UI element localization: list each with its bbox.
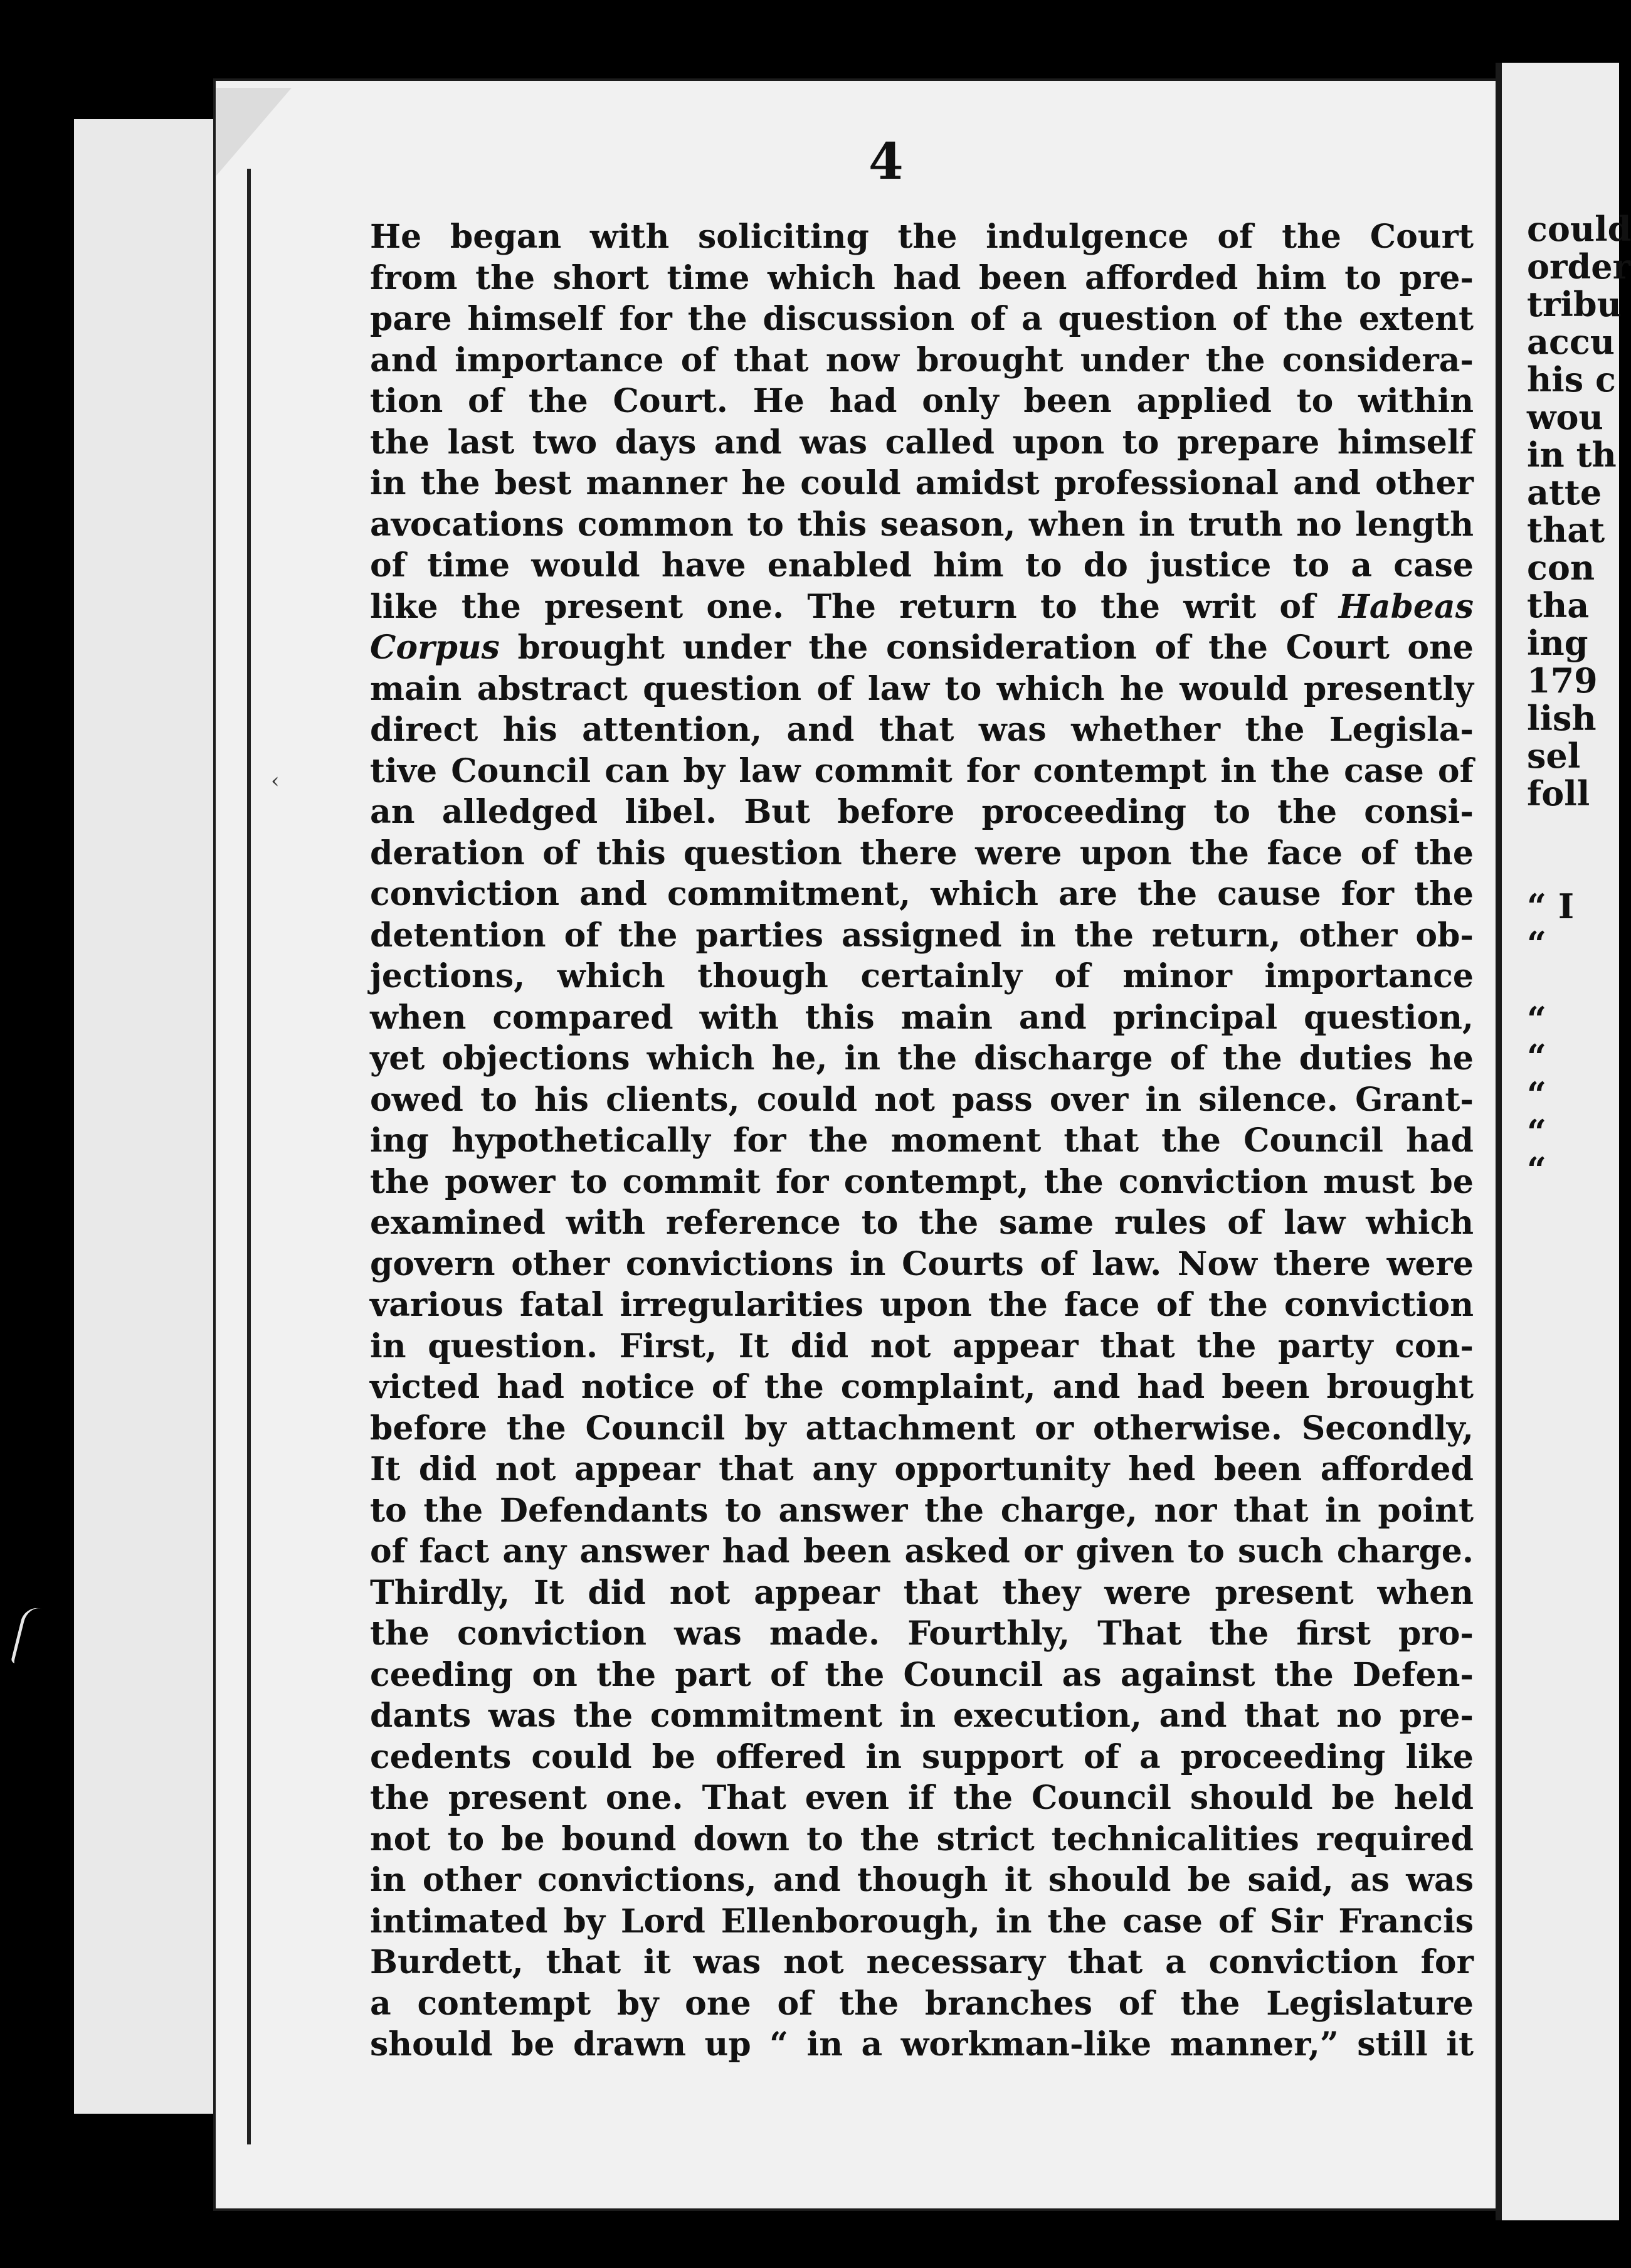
text-line: cedents could be offered in support of a proceeding like (370, 1737, 1474, 1776)
text-line: from the short time which had been afforded him to pre- (370, 258, 1474, 297)
next-page-edge (1496, 63, 1631, 2220)
next-page-line: “ (1527, 924, 1547, 964)
text-line: the last two days and was called upon to prepare himself (370, 423, 1474, 462)
text-line: detention of the parties assigned in the return, other ob- (370, 916, 1474, 955)
text-line: an alledged libel. But before proceeding to the consi- (370, 793, 1474, 831)
next-page-line: “ (1527, 1074, 1547, 1115)
text-line: dants was the commitment in execution, and that no pre- (370, 1697, 1474, 1735)
italic-term: Corpus (370, 628, 500, 667)
text-line: ceeding on the part of the Council as against the Defen- (370, 1655, 1474, 1694)
text-line: like the present one. The return to the writ of Habeas (370, 587, 1474, 626)
next-page-line: “ (1527, 1112, 1547, 1152)
next-page-line: “ I (1527, 886, 1575, 926)
next-page-line: “ (1527, 1037, 1547, 1077)
text-line: intimated by Lord Ellenborough, in the case of Sir Francis (370, 1902, 1474, 1941)
text-line: before the Council by attachment or otherwise. Secondly, (370, 1409, 1474, 1448)
text-line: not to be bound down to the strict technicalities required (370, 1820, 1474, 1858)
text-line: owed to his clients, could not pass over in silence. Grant- (370, 1080, 1474, 1119)
text-line: deration of this question there were upon the face of the (370, 834, 1474, 872)
next-page-line: ing (1527, 623, 1588, 663)
next-page-line: sel (1527, 736, 1581, 776)
text-line: a contempt by one of the branches of the Legislature (370, 1984, 1474, 2023)
text-line: pare himself for the discussion of a question of the extent (370, 300, 1474, 338)
text-line: in question. First, It did not appear that the party con- (370, 1327, 1474, 1365)
text-line: victed had notice of the complaint, and had been brought (370, 1368, 1474, 1406)
next-page-line (1502, 963, 1619, 1000)
text-line: Burdett, that it was not necessary that a conviction for (370, 1943, 1474, 1981)
text-line: in the best manner he could amidst professional and other (370, 464, 1474, 502)
text-line: Thirdly, It did not appear that they were present when (370, 1573, 1474, 1612)
next-page-line: that (1527, 510, 1605, 550)
text-line: the present one. That even if the Council should be held (370, 1779, 1474, 1817)
text-line: and importance of that now brought under the considera- (370, 341, 1474, 379)
text-line: conviction and commitment, which are the cause for the (370, 875, 1474, 913)
text-line: It did not appear that any opportunity hed been afforded (370, 1450, 1474, 1488)
text-line: should be drawn up “ in a workman-like manner,” still it (370, 2025, 1474, 2064)
italic-term: Habeas (1338, 587, 1474, 626)
next-page-line: tribu (1527, 284, 1622, 324)
next-page-line (1502, 850, 1619, 888)
next-page-line: foll (1527, 773, 1590, 813)
text-line: tive Council can by law commit for contempt in the case of (370, 751, 1474, 790)
text-line: ing hypothetically for the moment that the Council had (370, 1121, 1474, 1160)
next-page-line: tha (1527, 585, 1590, 625)
body-text (370, 216, 1474, 2065)
next-page-line: “ (1527, 1150, 1547, 1190)
text-line: He began with soliciting the indulgence of the Court (370, 218, 1474, 256)
text-line: main abstract question of law to which he would presently (370, 669, 1474, 708)
page-number: 4 (868, 132, 904, 191)
next-page-line: lish (1527, 698, 1597, 738)
next-page-line: in th (1527, 435, 1617, 475)
next-page-line: accu (1527, 322, 1615, 362)
page-gutter-shadow (247, 169, 251, 2144)
text-line: tion of the Court. He had only been applied to within (370, 382, 1474, 420)
next-page-line: con (1527, 548, 1595, 588)
text-line: jections, which though certainly of minor importance (370, 957, 1474, 995)
text-line: the power to commit for contempt, the conviction must be (370, 1162, 1474, 1201)
margin-pencil-mark (11, 1604, 41, 1667)
text-line: of fact any answer had been asked or given to such charge. (370, 1532, 1474, 1571)
text-line: avocations common to this season, when in truth no length (370, 505, 1474, 544)
text-line: yet objections which he, in the discharge of the duties he (370, 1039, 1474, 1078)
text-line: examined with reference to the same rules of law which (370, 1204, 1474, 1242)
text-line: when compared with this main and principal question, (370, 998, 1474, 1037)
next-page-line: could (1527, 209, 1631, 249)
next-page-line: his c (1527, 359, 1616, 400)
text-line: of time would have enabled him to do justice to a case (370, 546, 1474, 585)
next-page-line: order (1527, 246, 1631, 287)
text-line: Corpus brought under the consideration of the Court one (370, 628, 1474, 667)
text-line: direct his attention, and that was whether the Legisla- (370, 711, 1474, 749)
next-page-line (1502, 812, 1619, 850)
text-line: the conviction was made. Fourthly, That the first pro- (370, 1614, 1474, 1653)
text-line: in other convictions, and though it should be said, as was (370, 1861, 1474, 1899)
next-page-line: 179 (1527, 660, 1598, 701)
text-line: various fatal irregularities upon the face of the conviction (370, 1286, 1474, 1324)
next-page-top-margin (1502, 63, 1619, 210)
next-page-line: “ (1527, 999, 1547, 1039)
text-line: govern other convictions in Courts of law. Now there were (370, 1244, 1474, 1283)
folded-corner (216, 88, 292, 176)
next-page-line: atte (1527, 472, 1602, 512)
next-page-line: wou (1527, 397, 1603, 437)
margin-mark-dot: ‹ (271, 768, 280, 793)
text-line: to the Defendants to answer the charge, nor that in point (370, 1491, 1474, 1530)
